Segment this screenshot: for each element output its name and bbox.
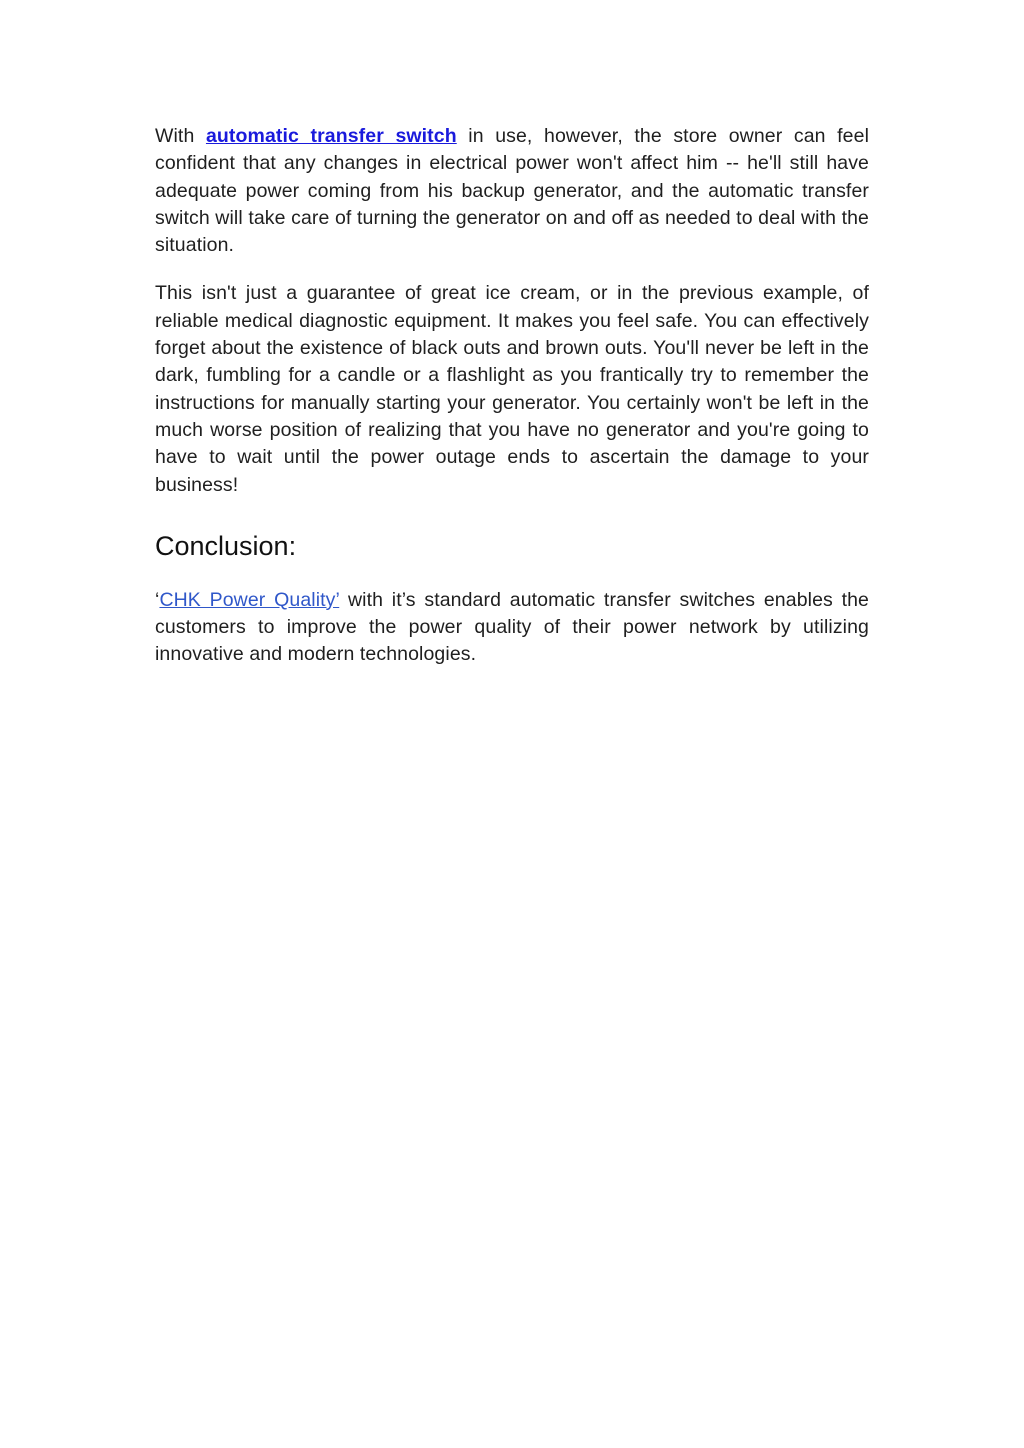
- paragraph-3-prefix: ‘: [155, 588, 160, 611]
- paragraph-conclusion: [155, 587, 869, 669]
- chk-power-quality-link[interactable]: CHK Power Quality’: [159, 588, 340, 611]
- paragraph-1-suffix: in use, however, the store owner can feel confident that any changes in electrical power won't affect him -- he'll still have adequate power coming from his backup generator, and the automatic transfer switch will take care of turning the generator on and off as needed to deal with the situation.: [155, 125, 870, 257]
- conclusion-heading: Conclusion:: [155, 530, 297, 561]
- paragraph-safety: This isn't just a guarantee of great ice cream, or in the previous example, of reliable medical diagnostic equipment. It makes you feel safe. You can effectively forget about the existence of black outs and brown outs. You'll never be left in the dark, fumbling for a candle or a flashlight as you frantically try to remember the instructions for manually starting your generator. You certainly won't be left in the much worse position of realizing that you have no generator and you're going to have to wait until the power outage ends to ascertain the damage to your business!: [155, 282, 869, 496]
- paragraph-3-suffix: with it’s standard automatic transfer switches enables the customers to improve the power quality of their power network by utilizing innovative and modern technologies.: [155, 588, 869, 666]
- automatic-transfer-switch-link[interactable]: automatic transfer switch: [205, 125, 457, 147]
- paragraph-ats-intro: [155, 123, 869, 259]
- document-page: [155, 123, 869, 669]
- paragraph-1-prefix: With: [155, 125, 206, 147]
